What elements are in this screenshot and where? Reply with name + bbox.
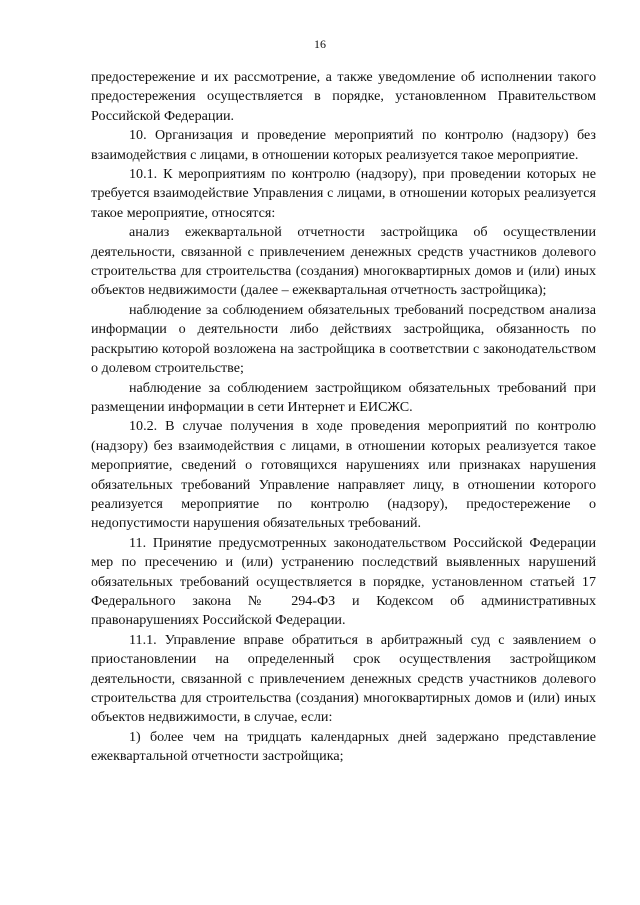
- list-item-information-analysis: наблюдение за соблюдением обязательных требований посредством анализа информации о деятельности либо действиях застройщика, обязанность по раскрытию которой возложена на застройщика в соответствии с законодательством о долевом строительстве;: [91, 301, 596, 377]
- paragraph-11-1: 11.1. Управление вправе обратиться в арбитражный суд с заявлением о приостановлении на определенный срок осуществления застройщиком деятельности, связанной с привлечением денежных средств участников долевого строительства для строительства (создания) многоквартирных домов и (или) иных объектов недвижимости, в случае, если:: [91, 631, 596, 726]
- paragraph-11: 11. Принятие предусмотренных законодательством Российской Федерации мер по пресечению и (или) устранению последствий выявленных нарушений обязательных требований осуществляется в порядке, установленном статьей 17 Федерального закона № 294-ФЗ и Кодексом об административных правонарушениях Российской Федерации.: [91, 534, 596, 629]
- list-item-1: 1) более чем на тридцать календарных дней задержано представление ежеквартальной отчетности застройщика;: [91, 728, 596, 765]
- list-item-quarterly-report-analysis: анализ ежеквартальной отчетности застройщика об осуществлении деятельности, связанной с привлечением денежных средств участников долевого строительства для строительства (создания) многоквартирных домов и (или) иных объектов недвижимости (далее – ежеквартальная отчетность застройщика);: [91, 224, 596, 299]
- document-body: [91, 68, 596, 767]
- paragraph-continuation: предостережение и их рассмотрение, а также уведомление об исполнении такого предостережения осуществляется в порядке, установленном Правительством Российской Федерации.: [91, 69, 596, 124]
- page-number: 16: [314, 37, 326, 51]
- list-item-internet-monitoring: наблюдение за соблюдением застройщиком обязательных требований при размещении информации в сети Интернет и ЕИСЖС.: [91, 379, 596, 415]
- paragraph-10: 10. Организация и проведение мероприятий по контролю (надзору) без взаимодействия с лицами, в отношении которых реализуется такое мероприятие.: [91, 127, 596, 163]
- paragraph-10-2: 10.2. В случае получения в ходе проведения мероприятий по контролю (надзору) без взаимодействия с лицами, в отношении которых реализуется такое мероприятие, сведений о готовящихся нарушениях или признаках нарушения обязательных требований Управление направляет лицу, в отношении которого реализуется мероприятие по контролю (надзору), предостережение о недопустимости нарушения обязательных требований.: [91, 418, 596, 532]
- paragraph-10-1: 10.1. К мероприятиям по контролю (надзору), при проведении которых не требуется взаимодействие Управления с лицами, в отношении которых реализуется такое мероприятие, относятся:: [91, 166, 596, 221]
